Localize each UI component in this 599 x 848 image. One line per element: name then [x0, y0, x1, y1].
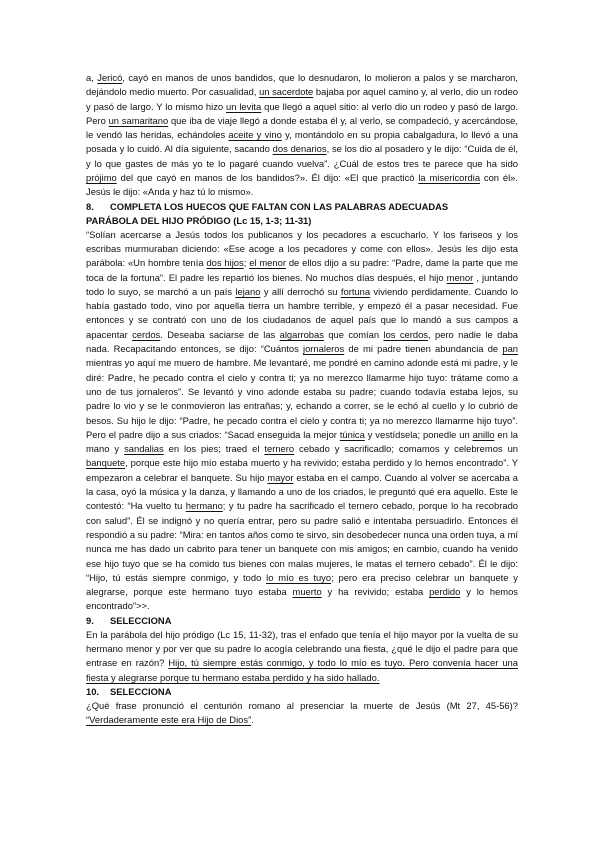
answer-text: el menor: [249, 257, 286, 269]
answer-text: anillo: [472, 428, 495, 440]
section-10-title: SELECCIONA: [110, 685, 172, 697]
answer-text: menor: [446, 271, 474, 283]
section-9-number: 9.: [86, 614, 94, 626]
answer-text: sandalias: [124, 443, 164, 455]
text-segment: estaba en el campo. Cuando al volver se acercaba a la casa, oyó la música y la danza, y llamando a uno de los criados, le preguntó qué era aquello. Este le contestó: “Ha vuelto tu: [86, 471, 518, 512]
text-segment: cebado y sacrificadlo; comamos y celebremos un: [294, 443, 518, 455]
text-segment: y ha revivido; estaba: [321, 586, 430, 598]
text-segment: “Solían acercarse a Jesús todos los publicanos y los pecadores a escucharlo. Y los fariseos y los escribas murmuraban diciendo: «Ese acoge a los pecadores y come con ellos». Jesús les dijo esta parábola: «Un hombre tenía: [86, 228, 518, 269]
parable-heading: PARÁBOLA DEL HIJO PRÓDIGO (Lc 15, 1-3; 11-31): [86, 214, 312, 226]
answer-text: muerto: [292, 586, 322, 598]
answer-text: lejano: [235, 285, 261, 297]
parable-text: [86, 228, 518, 614]
text-segment: En la parábola del hijo pródigo (Lc 15, 11-32), tras el enfado que tenía el hijo mayor por la vuelta de su hermano menor y por ver que su padre lo acogía celebrando una fiesta, ¿qué le dijo el padre para que entrase en razón?: [86, 628, 518, 669]
section-9-heading: [86, 614, 518, 628]
answer-text: mayor: [267, 471, 294, 483]
section-10-text: [86, 699, 518, 728]
answer-text: aceite y vino: [228, 129, 282, 141]
section-9-text: [86, 628, 518, 685]
text-segment: , cayó en manos de unos bandidos, que lo desnudaron, lo molieron a palos y se marcharon, dejándolo medio muerto. Por casualidad,: [86, 72, 518, 98]
text-segment: que llegó a aquel sitio: al verlo dio un rodeo y pasó de largo. Pero: [86, 100, 518, 126]
text-segment: con él». Jesús le dijo: «Anda y haz tú lo mismo».: [86, 172, 518, 198]
answer-text: hermano: [185, 500, 223, 512]
answer-text: banquete: [86, 457, 126, 469]
answer-text: dos hijos: [206, 257, 244, 269]
text-segment: que iba de viaje llegó a donde estaba él y, al verlo, se compadeció, y acercándose, le vendó las heridas, echándoles: [86, 114, 518, 141]
section-10-heading: [86, 685, 518, 699]
answer-text: “Verdaderamente este era Hijo de Dios”: [86, 714, 252, 726]
text-segment: en los pies; traed el: [163, 443, 265, 455]
text-segment: ; pero era preciso celebrar un banquete y alegrarse, porque este hermano tuyo estaba: [86, 571, 518, 598]
text-segment: ;: [243, 257, 250, 269]
answer-text: pan: [502, 343, 519, 355]
answer-text: la misericordia: [418, 172, 481, 184]
answer-text: perdido: [429, 586, 461, 598]
section-8-heading: [86, 200, 518, 214]
section-8-title: COMPLETA LOS HUECOS QUE FALTAN CON LAS PALABRAS ADECUADAS: [110, 200, 449, 212]
answer-text: jornaleros: [303, 343, 345, 355]
answer-text: lo mío es tuyo: [266, 571, 332, 583]
text-segment: en la mano y: [86, 428, 518, 455]
text-segment: bajaba por aquel camino y, al verlo, dio un rodeo y pasó de largo. Y lo mismo hizo: [86, 86, 518, 112]
answer-text: algarrobas: [279, 328, 324, 340]
text-segment: .: [251, 714, 254, 726]
answer-text: un samaritano: [108, 114, 169, 126]
text-segment: ; y tu padre ha sacrificado el ternero cebado, porque lo ha recobrado con salud”. Él se indignó y no quería entrar, pero su padre salió e intentaba persuadirlo. Entonces él respondió a su padre: “Mira: en tantos años como te sirvo, sin desobedecer nunca una orden tuya, a mí nunca me has dado un cabrito para tener un banquete con mis amigos; en cambio, cuando ha venido ese hijo tuyo que se ha comido tus bienes con malas mujeres, le matas el ternero cebado”. Él le dijo: “Hijo, tú estás siempre conmigo, y todo: [86, 500, 518, 583]
answer-text: un levita: [226, 100, 262, 112]
text-segment: y allí derrochó su: [260, 285, 341, 297]
text-segment: mientras yo aquí me muero de hambre. Me levantaré, me pondré en camino adonde está mi padre, y le diré: Padre, he pecado contra el cielo y contra ti; ya no merezco llamarme hijo tuyo: trátame como a uno de tus jornaleros”. Se levantó y vino adonde estaba su padre; cuando todavía estaba lejos, su padre lo vio y se le conmovieron las entrañas; y, echando a correr, se le echó al cuello y lo cubrió de besos. Su hijo le dijo: “Padre, he pecado contra el cielo y contra ti; ya no merezco llamarme hijo tuyo”. Pero el padre dijo a sus criados: “Sacad enseguida la mejor: [86, 357, 518, 440]
answer-text: Jericó: [97, 72, 123, 83]
answer-text: un sacerdote: [259, 86, 314, 98]
text-segment: y, montándolo en su propia cabalgadura, lo llevó a una posada y lo cuidó. Al día siguiente, sacando: [86, 129, 518, 155]
section-8-number: 8.: [86, 200, 94, 212]
text-segment: viviendo perdidamente. Cuando lo había gastado todo, vino por aquella tierra un hambre terrible, y empezó él a pasar necesidad. Fue entonces y se contrató con uno de los ciudadanos de aquel país que lo mandó a sus campos a apacentar: [86, 285, 519, 340]
answer-text: cerdos: [132, 328, 161, 340]
text-segment: de ellos dijo a su padre: “Padre, dame la parte que me toca de la fortuna”. El padre les repartió los bienes. No muchos días después, el hijo: [86, 257, 518, 283]
text-segment: a,: [86, 72, 98, 83]
answer-text: túnica: [339, 428, 365, 440]
text-segment: de mi padre tienen abundancia de: [344, 343, 503, 355]
samaritan-passage: [86, 71, 518, 200]
text-segment: , juntando todo lo suyo, se marchó a un país: [86, 271, 518, 297]
text-segment: que comían: [323, 328, 384, 340]
text-segment: , porque este hijo mío estaba muerto y ha revivido; estaba perdido y lo hemos encontrado”. Y empezaron a celebrar el banquete. Su hijo: [86, 457, 518, 483]
answer-text: fortuna: [340, 285, 371, 297]
text-segment: ¿Qué frase pronunció el centurión romano al presenciar la muerte de Jesús (Mt 27, 45-56)?: [86, 699, 518, 711]
answer-text: los cerdos: [383, 328, 428, 340]
answer-text: prójimo: [86, 172, 117, 184]
answer-text: ternero: [264, 443, 295, 455]
section-10-number: 10.: [86, 685, 100, 697]
text-segment: . Deseaba saciarse de las: [160, 328, 280, 340]
answer-text: Hijo, tú siempre estás conmigo, y todo lo mío es tuyo. Pero convenía hacer una fiesta y alegrarse porque tu hermano estaba perdido y ha sido hallado.: [86, 657, 518, 683]
text-segment: , se los dio al posadero y le dijo: “Cuida de él, y lo que gastes de más yo te lo pagaré cuando vuelva”. ¿Cuál de estos tres te parece que ha sido: [86, 143, 518, 169]
page-content: [86, 71, 518, 727]
answer-text: dos denarios: [272, 143, 327, 155]
section-9-title: SELECCIONA: [110, 614, 172, 626]
text-segment: y vestídsela; ponedle un: [364, 428, 473, 440]
text-segment: , pero nadie le daba nada. Recapacitando entonces, se dijo: “Cuántos: [86, 328, 518, 355]
text-segment: y lo hemos encontrado”>>.: [86, 586, 518, 612]
text-segment: del que cayó en manos de los bandidos?». Él dijo: «El que practicó: [116, 172, 419, 184]
